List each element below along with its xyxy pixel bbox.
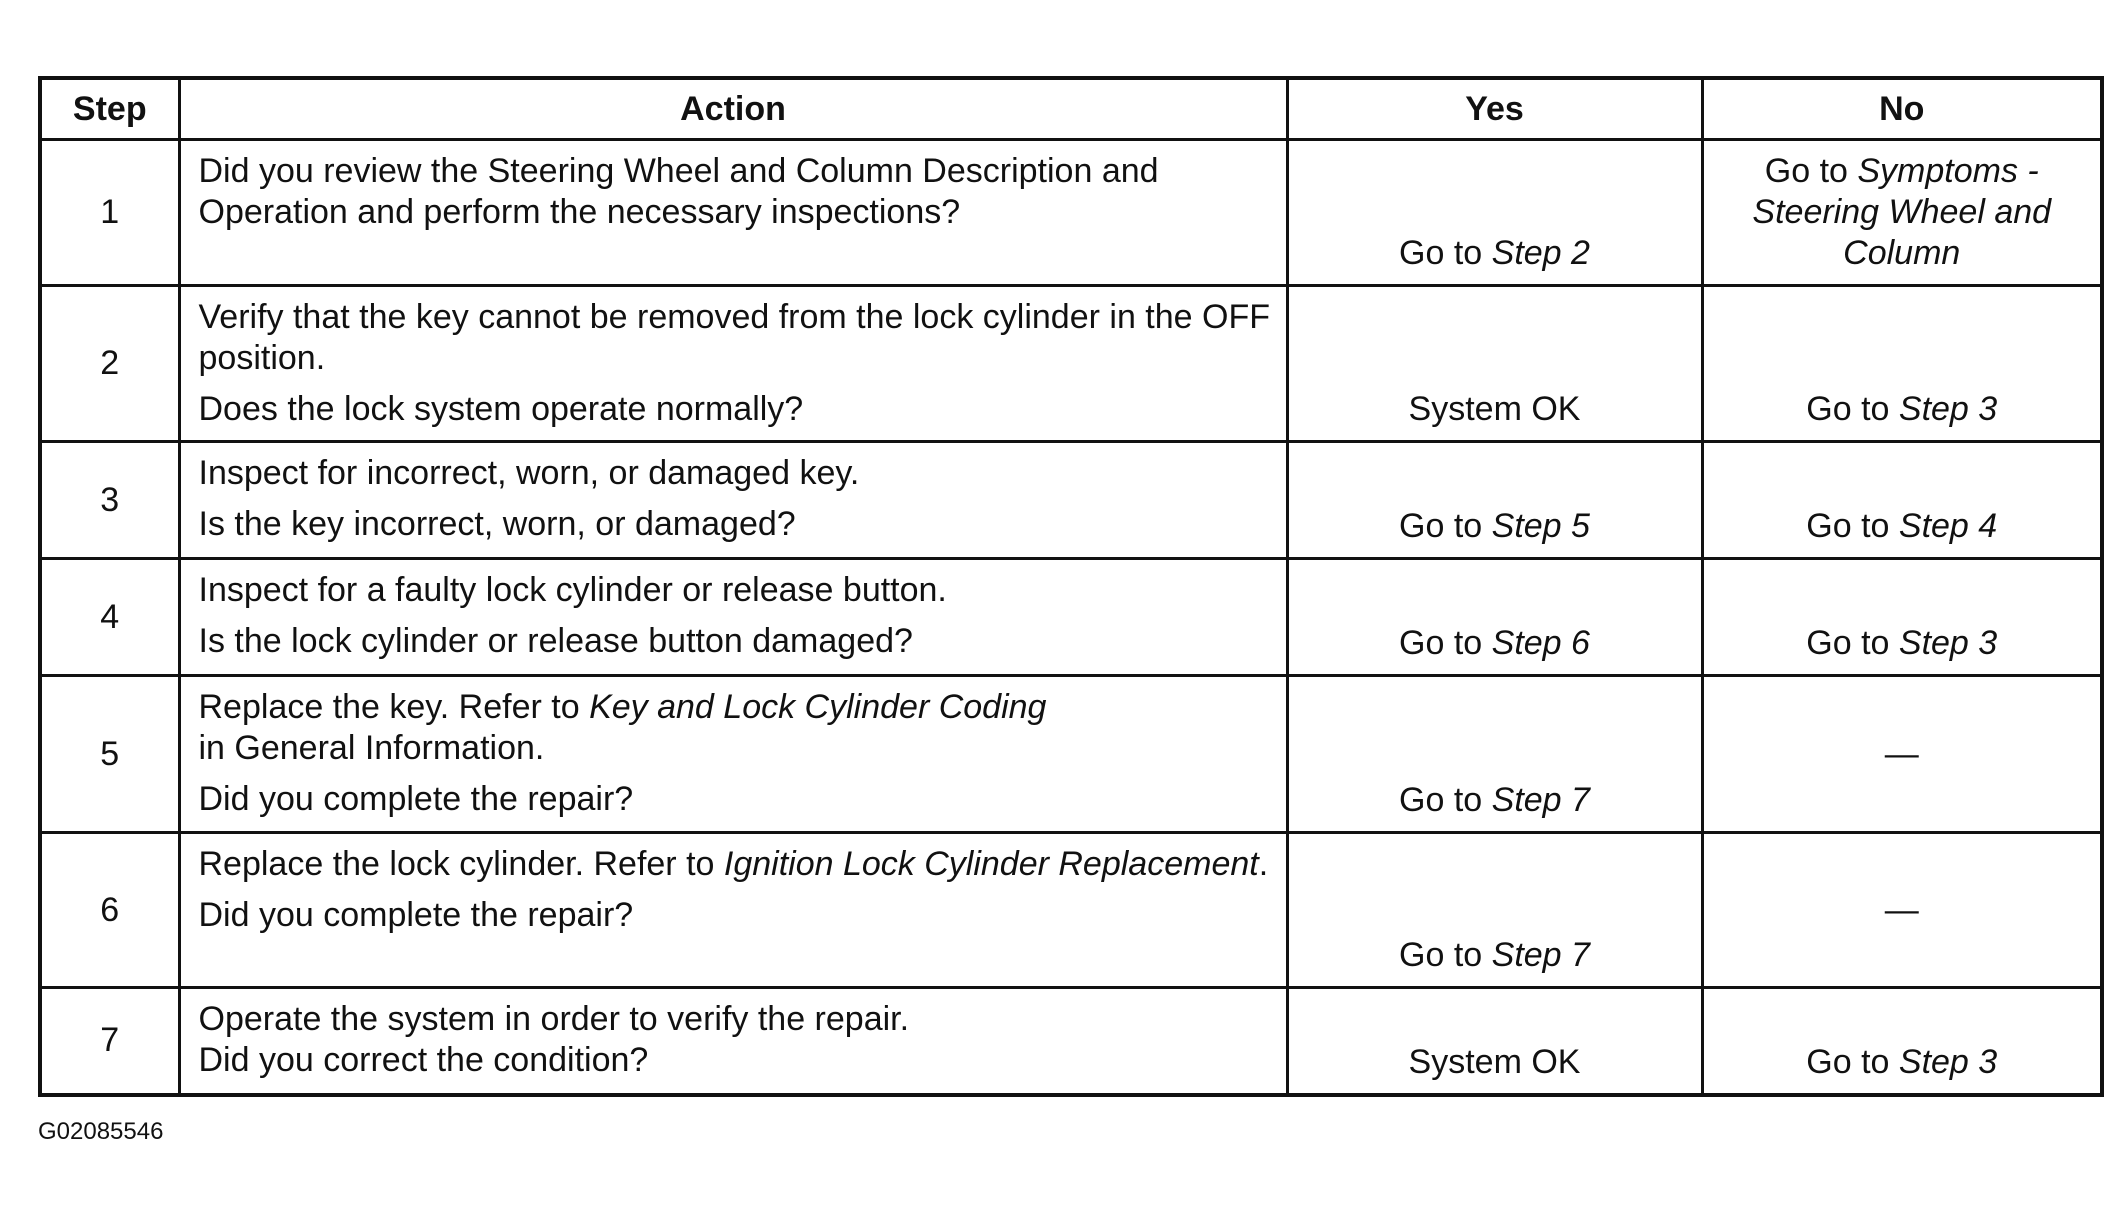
yes-step-link[interactable]: Step 2 xyxy=(1491,234,1590,272)
action-cell xyxy=(179,833,1287,988)
no-step-link[interactable]: Step 4 xyxy=(1898,507,1998,545)
yes-prefix: Go to xyxy=(1399,507,1492,545)
no-cell: — xyxy=(1702,833,2102,988)
yes-cell xyxy=(1287,833,1702,988)
step-number: 6 xyxy=(40,833,179,988)
diagnostic-table xyxy=(38,76,2104,1097)
no-prefix: Go to xyxy=(1806,624,1899,662)
action-lead: Replace the lock cylinder. Refer to xyxy=(198,845,724,883)
action-lead: Replace the key. Refer to xyxy=(198,688,590,726)
step-number: 1 xyxy=(40,140,179,286)
table-row xyxy=(40,442,2102,559)
yes-step-link[interactable]: Step 7 xyxy=(1491,936,1590,974)
table-row xyxy=(40,286,2102,442)
action-question: Did you correct the condition? xyxy=(198,1041,649,1079)
action-text: Did you review the Steering Wheel and Column Description and Operation and perform the necessary inspections? xyxy=(198,152,1159,231)
step-number: 7 xyxy=(40,988,179,1095)
no-cell xyxy=(1702,140,2102,286)
no-cell: — xyxy=(1702,676,2102,833)
action-text xyxy=(199,844,1272,885)
step-number: 5 xyxy=(40,676,179,833)
action-cell xyxy=(179,286,1287,442)
no-step-link[interactable]: Step 3 xyxy=(1898,1042,1998,1081)
table-header-row xyxy=(40,78,2102,140)
action-text: Inspect for a faulty lock cylinder or release button. xyxy=(198,571,947,609)
yes-prefix: Go to xyxy=(1399,781,1492,819)
yes-cell xyxy=(1287,442,1702,559)
lock-cylinder-replacement-link[interactable]: Ignition Lock Cylinder Replacement xyxy=(723,845,1259,883)
action-cell xyxy=(179,988,1287,1095)
no-cell xyxy=(1702,442,2102,559)
column-header-yes: Yes xyxy=(1287,78,1702,140)
action-text: Operate the system in order to verify the repair. xyxy=(198,1000,910,1038)
no-step-link[interactable]: Step 3 xyxy=(1898,624,1998,662)
no-symptoms-link[interactable]: Symptoms - Steering Wheel and Column xyxy=(1752,152,2052,272)
yes-cell xyxy=(1287,559,1702,676)
action-cell xyxy=(179,559,1287,676)
no-step-link[interactable]: Step 3 xyxy=(1898,390,1998,428)
action-question: Is the lock cylinder or release button damaged? xyxy=(198,622,913,660)
table-row xyxy=(40,833,2102,988)
yes-prefix: Go to xyxy=(1399,936,1492,974)
figure-id: G02085546 xyxy=(38,1118,164,1145)
action-cell xyxy=(179,140,1287,286)
yes-step-link[interactable]: Step 5 xyxy=(1491,507,1590,545)
no-prefix: Go to xyxy=(1806,507,1899,545)
table-row xyxy=(40,988,2102,1095)
no-cell xyxy=(1702,559,2102,676)
yes-cell xyxy=(1287,140,1702,286)
yes-cell: System OK xyxy=(1287,286,1702,442)
action-tail: in General Information. xyxy=(198,729,545,767)
table-row xyxy=(40,559,2102,676)
step-number: 3 xyxy=(40,442,179,559)
action-question: Does the lock system operate normally? xyxy=(198,390,804,428)
column-header-no: No xyxy=(1702,78,2102,140)
no-prefix: Go to xyxy=(1764,152,1858,190)
action-text xyxy=(199,687,1272,769)
no-prefix: Go to xyxy=(1806,390,1899,428)
action-question: Did you complete the repair? xyxy=(198,896,634,934)
action-cell xyxy=(179,442,1287,559)
table-row xyxy=(40,676,2102,833)
table-row xyxy=(40,140,2102,286)
action-text: Verify that the key cannot be removed from the lock cylinder in the OFF position. xyxy=(198,298,1270,377)
action-tail: . xyxy=(1258,845,1269,883)
step-number: 2 xyxy=(40,286,179,442)
key-coding-link[interactable]: Key and Lock Cylinder Coding xyxy=(589,688,1047,726)
action-question: Is the key incorrect, worn, or damaged? xyxy=(198,505,796,543)
yes-cell: System OK xyxy=(1287,988,1702,1095)
yes-step-link[interactable]: Step 7 xyxy=(1491,781,1590,819)
column-header-action: Action xyxy=(179,78,1287,140)
no-cell xyxy=(1702,286,2102,442)
column-header-step: Step xyxy=(40,78,179,140)
no-cell xyxy=(1702,988,2102,1095)
yes-prefix: Go to xyxy=(1399,624,1492,662)
action-text: Inspect for incorrect, worn, or damaged key. xyxy=(198,454,860,492)
action-cell xyxy=(179,676,1287,833)
action-question: Did you complete the repair? xyxy=(198,780,634,818)
step-number: 4 xyxy=(40,559,179,676)
yes-prefix: Go to xyxy=(1399,234,1492,272)
yes-cell xyxy=(1287,676,1702,833)
yes-step-link[interactable]: Step 6 xyxy=(1491,624,1590,662)
no-prefix: Go to xyxy=(1806,1042,1899,1081)
